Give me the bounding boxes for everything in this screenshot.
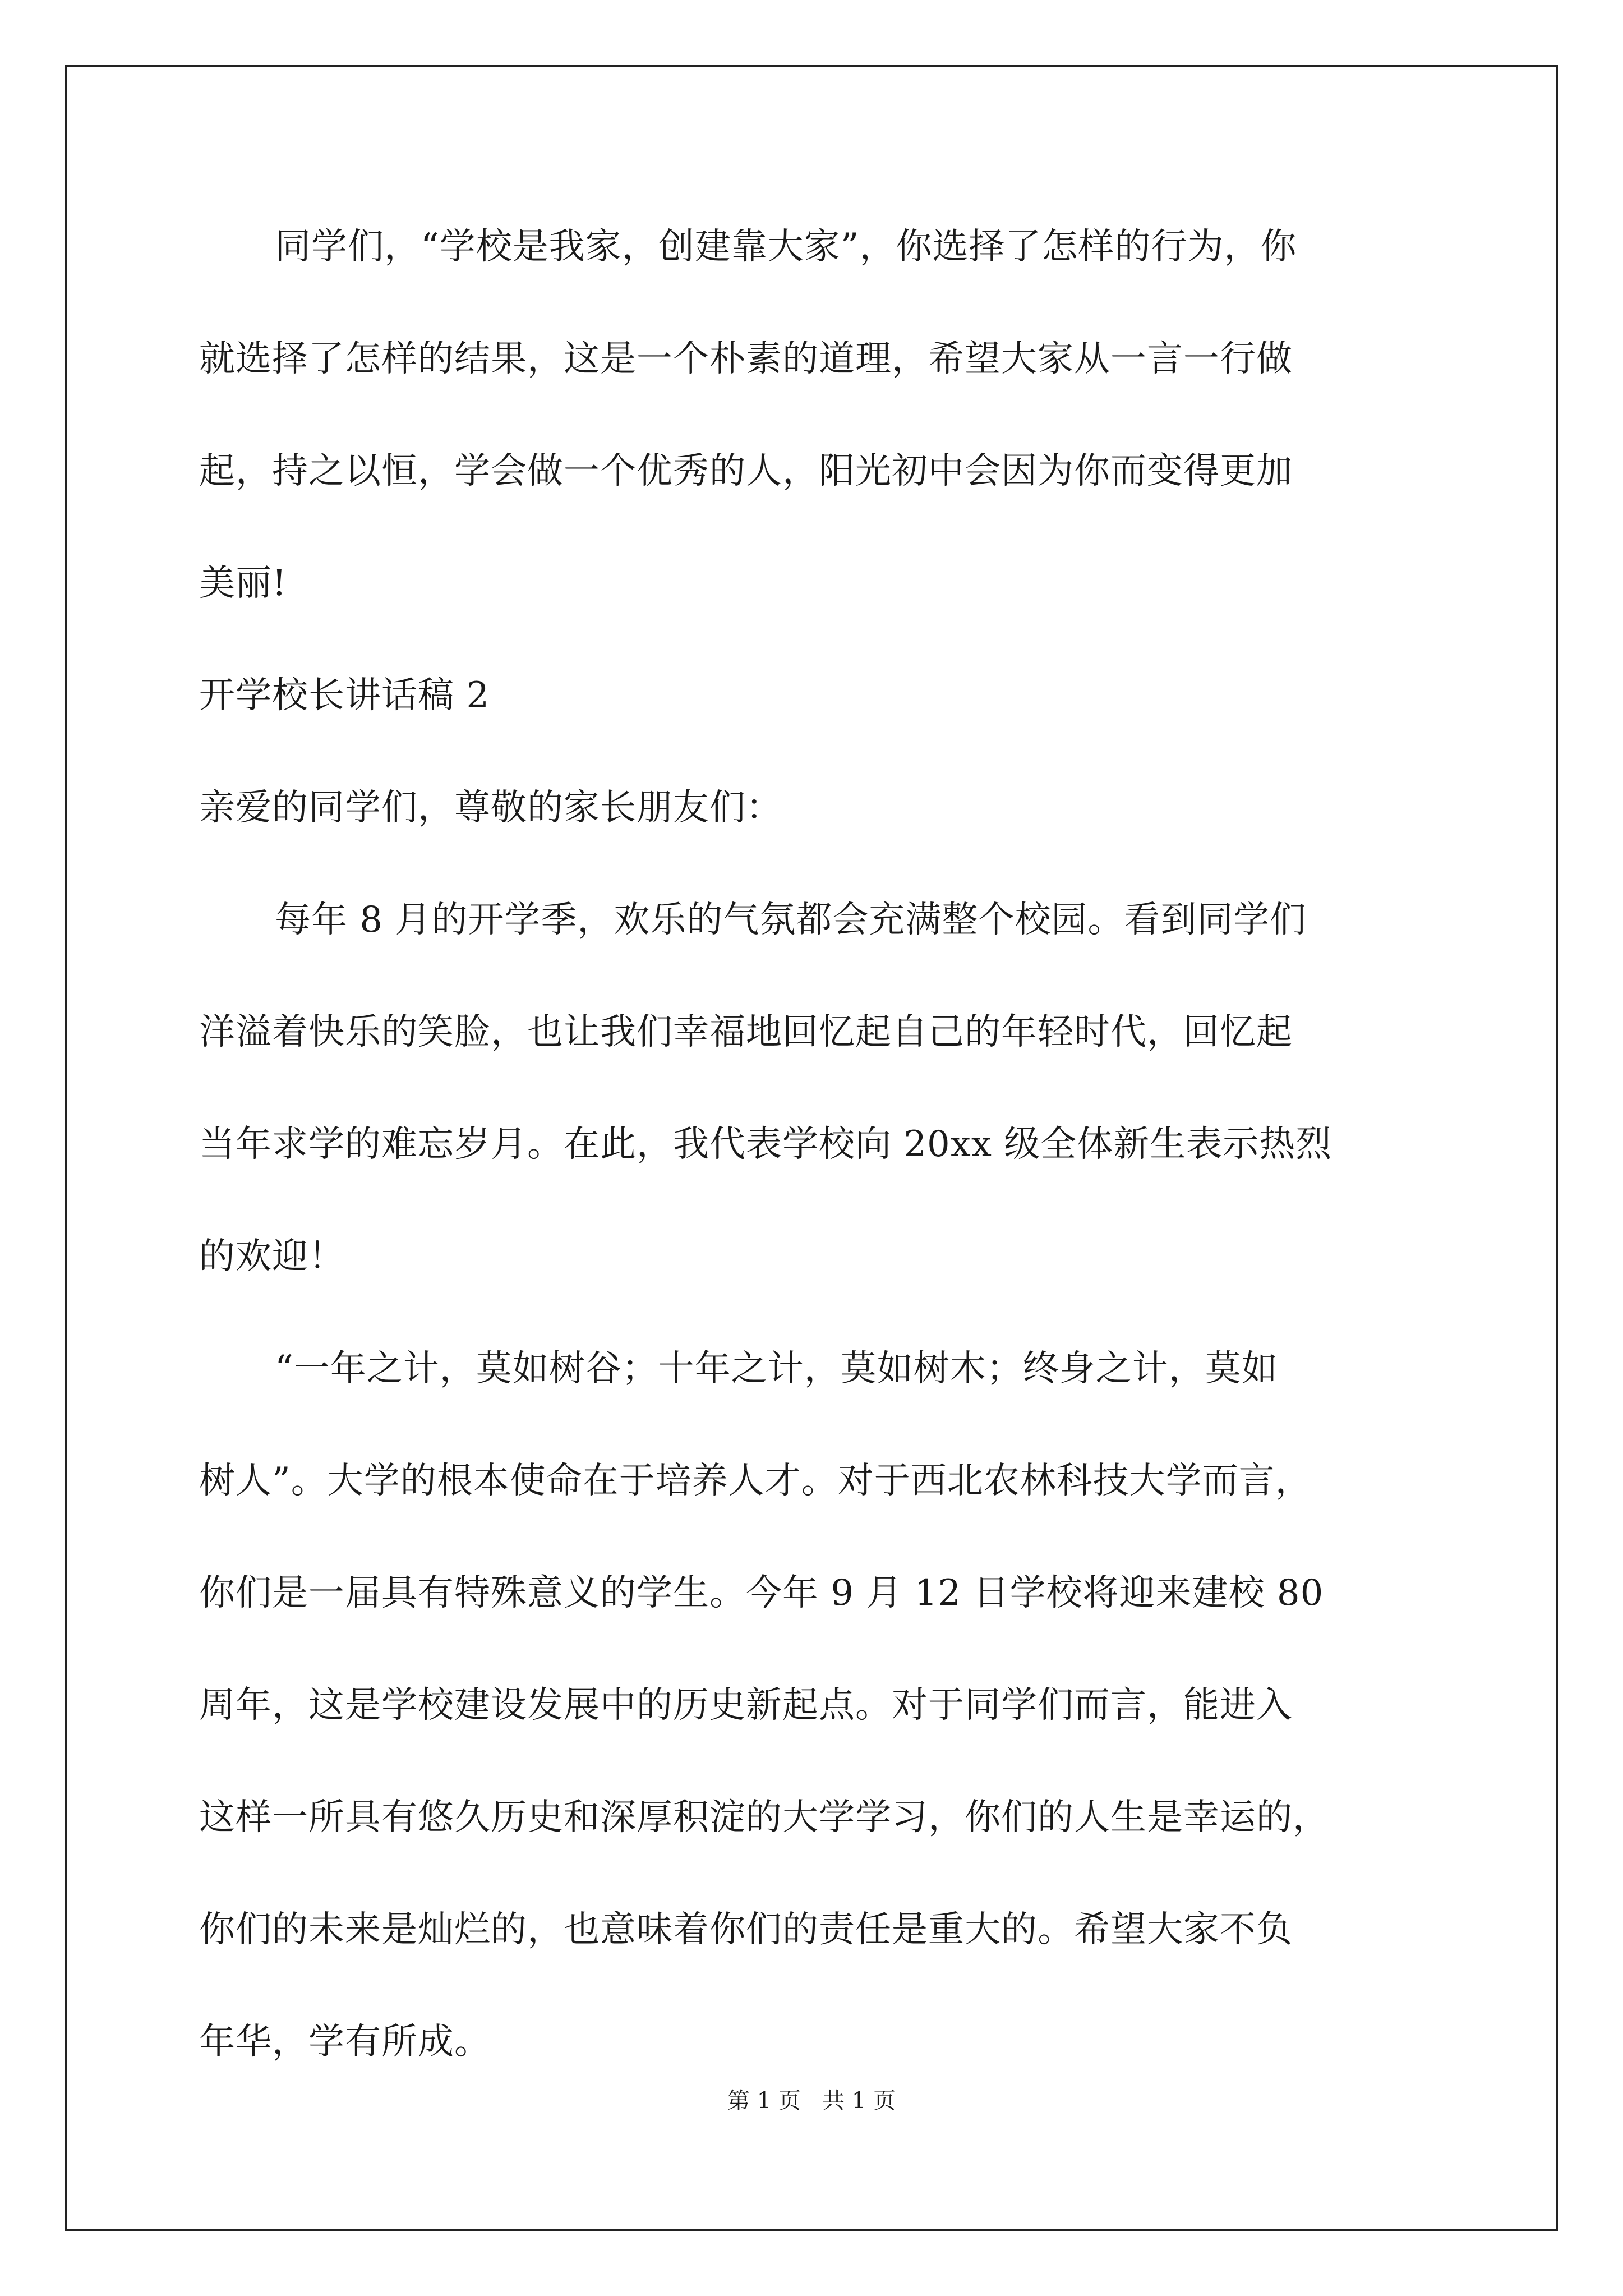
text-line: 就选择了怎样的结果，这是一个朴素的道理，希望大家从一言一行做: [199, 338, 1293, 380]
text-line: 洋溢着快乐的笑脸，也让我们幸福地回忆起自己的年轻时代，回忆起: [199, 1011, 1293, 1053]
salutation: 亲爱的同学们，尊敬的家长朋友们：: [199, 787, 782, 829]
text-line: 树人”。大学的根本使命在于培养人才。对于西北农林科技大学而言，: [199, 1460, 1312, 1502]
text-line: 起，持之以恒，学会做一个优秀的人，阳光初中会因为你而变得更加: [199, 450, 1293, 492]
text-line: 同学们，“学校是我家，创建靠大家”，你选择了怎样的行为，你: [275, 226, 1297, 268]
text-line: 每年 8 月的开学季，欢乐的气氛都会充满整个校园。看到同学们: [275, 899, 1307, 941]
text-line: 这样一所具有悠久历史和深厚积淀的大学学习，你们的人生是幸运的，: [199, 1797, 1329, 1838]
page-footer: 第 1 页 共 1 页: [727, 2088, 896, 2114]
text-line: 当年求学的难忘岁月。在此，我代表学校向 20xx 级全体新生表示热烈: [199, 1124, 1332, 1165]
text-line: 你们的未来是灿烂的，也意味着你们的责任是重大的。希望大家不负: [199, 1909, 1293, 1950]
text-line: 你们是一届具有特殊意义的学生。今年 9 月 12 日学校将迎来建校 80: [199, 1572, 1324, 1614]
text-line: 年华，学有所成。: [199, 2021, 491, 2063]
section-heading: 开学校长讲话稿 2: [199, 675, 490, 716]
text-line: “一年之计，莫如树谷；十年之计，莫如树木；终身之计，莫如: [275, 1348, 1278, 1389]
text-line: 周年，这是学校建设发展中的历史新起点。对于同学们而言，能进入: [199, 1685, 1293, 1726]
text-line: 的欢迎！: [199, 1236, 345, 1277]
text-line: 美丽!: [199, 563, 287, 604]
